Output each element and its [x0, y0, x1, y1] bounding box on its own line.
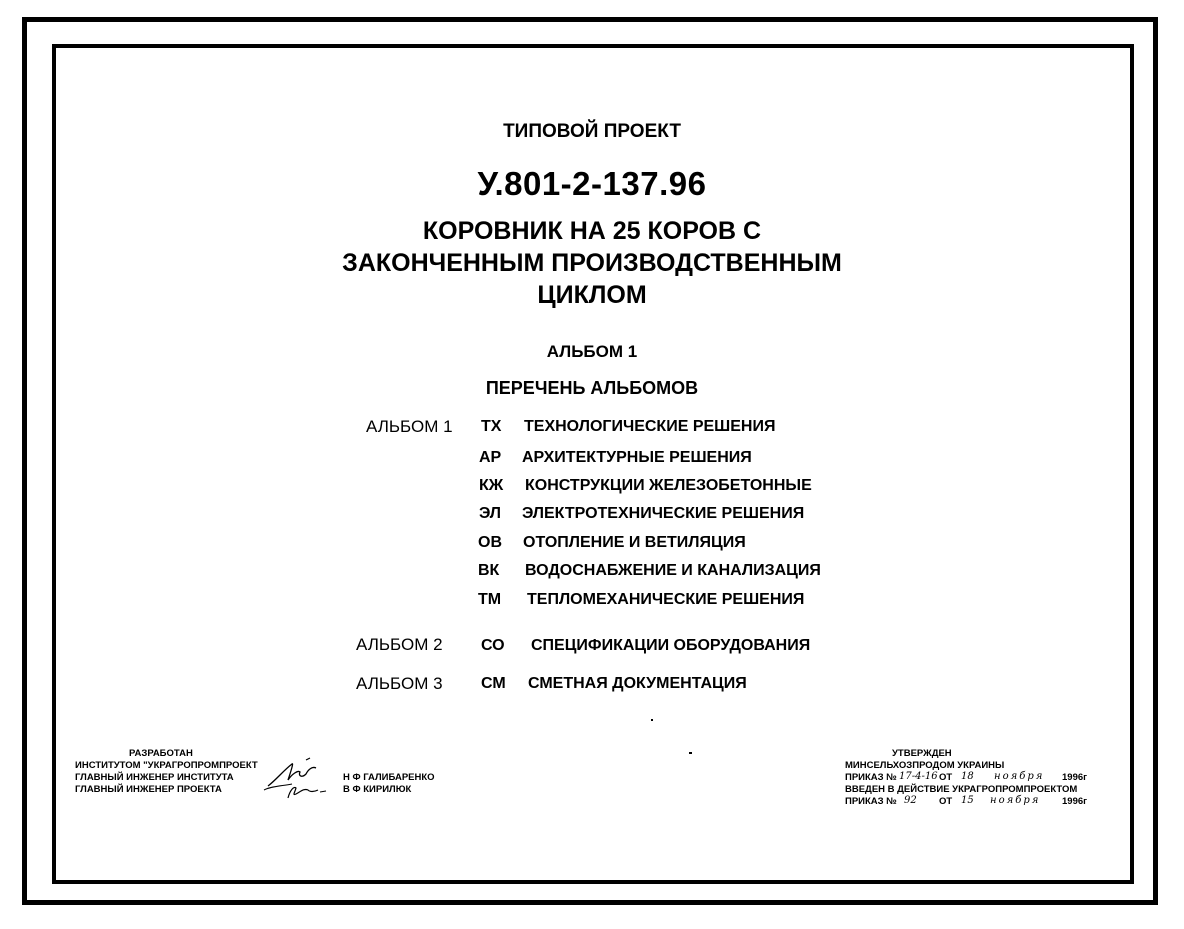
album-3-label: АЛЬБОМ 3 — [356, 674, 443, 693]
section-code: ОВ — [478, 534, 502, 551]
approval-enacted: ВВЕДЕН В ДЕЙСТВИЕ УКРАГРОПРОМПРОЕКТОМ — [845, 784, 1078, 795]
title-line-2: ЗАКОНЧЕННЫМ ПРОИЗВОДСТВЕННЫМ — [342, 249, 842, 277]
approval-order-2-number: 92 — [904, 795, 917, 806]
section-code: ВК — [478, 562, 500, 579]
section-title: ОТОПЛЕНИЕ И ВЕТИЛЯЦИЯ — [523, 534, 746, 551]
album-2-label: АЛЬБОМ 2 — [356, 635, 443, 654]
approval-order-2-year: 1996г — [1062, 796, 1088, 807]
section-code: ТМ — [478, 591, 502, 608]
approval-order-2-prefix: ПРИКАЗ № — [845, 796, 897, 807]
approval-order-1-number: 17-4-16 — [899, 771, 938, 782]
approval-ministry: МИНСЕЛЬХОЗПРОДОМ УКРАИНЫ — [845, 760, 1005, 771]
chief-engineer-institute-name: Н Ф ГАЛИБАРЕНКО — [343, 772, 435, 783]
section-title: КОНСТРУКЦИИ ЖЕЛЕЗОБЕТОННЫЕ — [525, 477, 812, 494]
scan-speck — [651, 719, 653, 721]
section-code: СМ — [481, 675, 506, 692]
developer-institute: ИНСТИТУТОМ "УКРАГРОПРОМПРОЕКТ — [75, 760, 258, 771]
section-title: ЭЛЕКТРОТЕХНИЧЕСКИЕ РЕШЕНИЯ — [522, 505, 805, 522]
section-title: ВОДОСНАБЖЕНИЕ И КАНАЛИЗАЦИЯ — [525, 562, 821, 579]
project-number: У.801-2-137.96 — [477, 165, 707, 202]
approval-order-2-day: 15 — [961, 795, 974, 806]
section-title: ТЕПЛОМЕХАНИЧЕСКИЕ РЕШЕНИЯ — [527, 591, 805, 608]
chief-engineer-institute-label: ГЛАВНЫЙ ИНЖЕНЕР ИНСТИТУТА — [75, 772, 234, 783]
section-title: ТЕХНОЛОГИЧЕСКИЕ РЕШЕНИЯ — [524, 418, 776, 435]
album-list-heading: ПЕРЕЧЕНЬ АЛЬБОМОВ — [485, 378, 699, 398]
chief-engineer-project-label: ГЛАВНЫЙ ИНЖЕНЕР ПРОЕКТА — [75, 784, 222, 795]
project-type-label: ТИПОВОЙ ПРОЕКТ — [503, 121, 681, 142]
section-code: КЖ — [479, 477, 504, 494]
title-line-3: ЦИКЛОМ — [537, 281, 647, 309]
approval-order-1-month: ноября — [994, 771, 1045, 782]
approval-order-2-month: ноября — [990, 795, 1041, 806]
section-code: ЭЛ — [479, 505, 501, 522]
section-title: СМЕТНАЯ ДОКУМЕНТАЦИЯ — [528, 675, 747, 692]
section-title: СПЕЦИФИКАЦИИ ОБОРУДОВАНИЯ — [531, 637, 811, 654]
approval-order-1-from: ОТ — [939, 772, 953, 783]
scan-speck — [689, 752, 692, 754]
approval-heading: УТВЕРЖДЕН — [892, 748, 952, 759]
developer-heading: РАЗРАБОТАН — [129, 748, 193, 759]
section-title: АРХИТЕКТУРНЫЕ РЕШЕНИЯ — [522, 449, 752, 466]
approval-order-2-from: ОТ — [939, 796, 953, 807]
chief-engineer-project-name: В Ф КИРИЛЮК — [343, 784, 412, 795]
section-code: ТХ — [481, 418, 502, 435]
title-line-1: КОРОВНИК НА 25 КОРОВ С — [422, 217, 762, 245]
section-code: СО — [481, 637, 505, 654]
approval-order-1-prefix: ПРИКАЗ № — [845, 772, 897, 783]
section-code: АР — [479, 449, 502, 466]
approval-order-1-day: 18 — [961, 771, 974, 782]
signature-image — [262, 756, 328, 800]
album-1-label: АЛЬБОМ 1 — [366, 417, 453, 436]
approval-order-1-year: 1996г — [1062, 772, 1088, 783]
album-label: АЛЬБОМ 1 — [546, 342, 638, 361]
